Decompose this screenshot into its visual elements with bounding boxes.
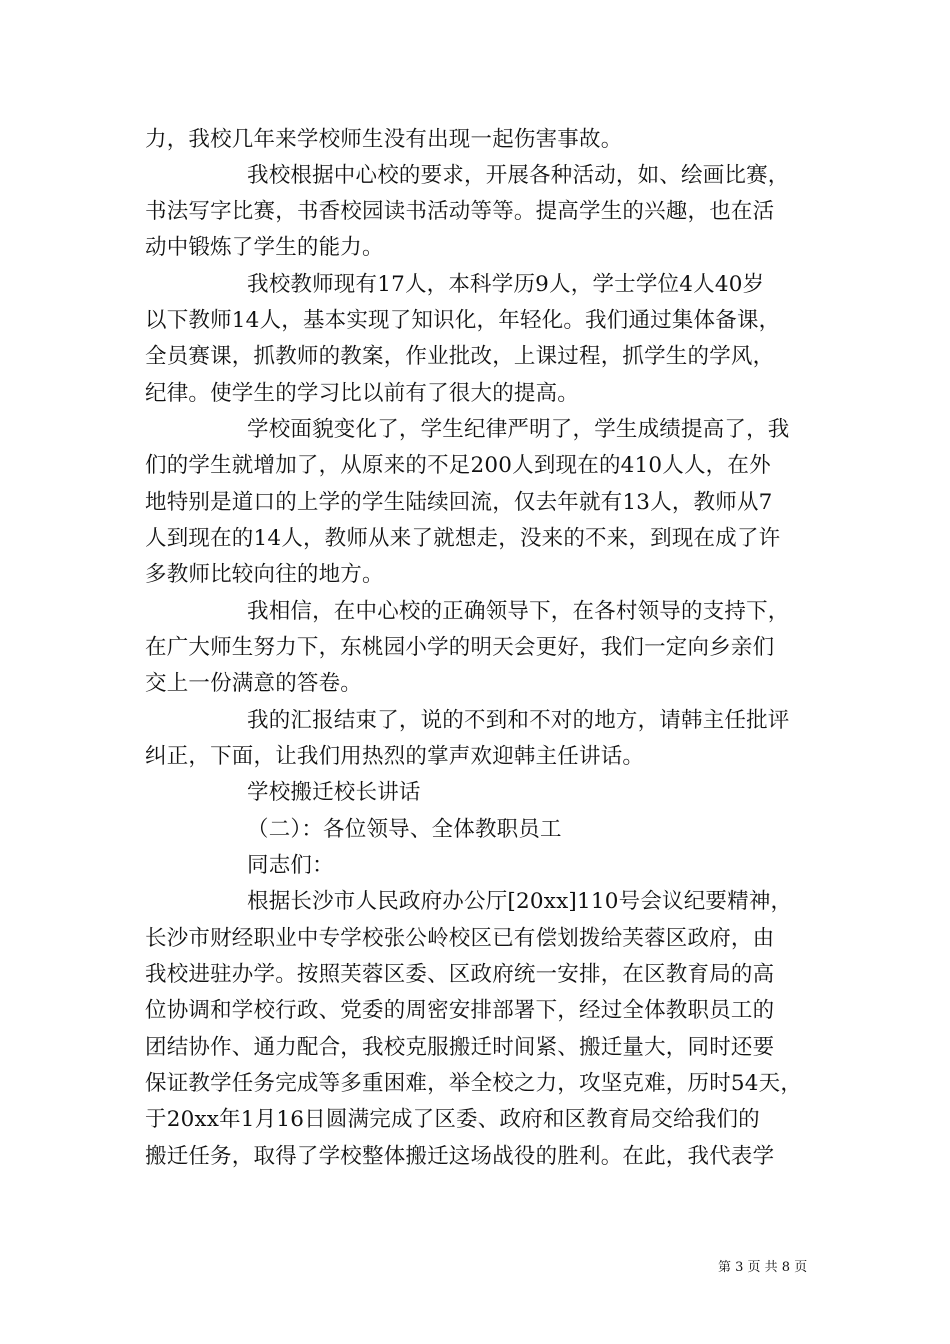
text-line: 纠正，下面，让我们用热烈的掌声欢迎韩主任讲话。	[145, 744, 645, 769]
text-line: 学校面貌变化了，学生纪律严明了，学生成绩提高了，我	[247, 417, 790, 442]
text-line: 根据长沙市人民政府办公厅[20xx]110号会议纪要精神，	[247, 889, 793, 914]
text-line: （二）：各位领导、全体教职员工	[247, 817, 562, 842]
text-line: 我校教师现有17人，本科学历9人，学士学位4人40岁	[247, 272, 765, 297]
text-line: 们的学生就增加了，从原来的不足200人到现在的410人人，在外	[145, 453, 771, 478]
text-line: 人到现在的14人，教师从来了就想走，没来的不来，到现在成了许	[145, 526, 781, 551]
page-number: 第 3 页 共 8 页	[718, 1260, 808, 1275]
text-line: 书法写字比赛，书香校园读书活动等等。提高学生的兴趣，也在活	[145, 199, 775, 224]
text-line: 于20xx年1月16日圆满完成了区委、政府和区教育局交给我们的	[145, 1107, 760, 1132]
text-line: 动中锻炼了学生的能力。	[145, 235, 384, 260]
text-line: 位协调和学校行政、党委的周密安排部署下，经过全体教职员工的	[145, 998, 775, 1023]
text-line: 我的汇报结束了，说的不到和不对的地方，请韩主任批评	[247, 708, 790, 733]
text-line: 我校进驻办学。按照芙蓉区委、区政府统一安排，在区教育局的高	[145, 962, 775, 987]
text-line: 地特别是道口的上学的学生陆续回流，仅去年就有13人，教师从7	[145, 490, 773, 515]
text-line: 以下教师14人，基本实现了知识化，年轻化。我们通过集体备课，	[145, 308, 781, 333]
text-line: 长沙市财经职业中专学校张公岭校区已有偿划拨给芙蓉区政府，由	[145, 926, 775, 951]
text-line: 团结协作、通力配合，我校克服搬迁时间紧、搬迁量大，同时还要	[145, 1035, 775, 1060]
text-line: 力，我校几年来学校师生没有出现一起伤害事故。	[145, 127, 623, 152]
text-line: 多教师比较向往的地方。	[145, 562, 384, 587]
text-line: 同志们：	[247, 853, 334, 878]
text-line: 保证教学任务完成等多重困难，举全校之力，攻坚克难，历时54天，	[145, 1071, 803, 1096]
text-line: 我相信，在中心校的正确领导下，在各村领导的支持下，	[247, 599, 790, 624]
section-title: 学校搬迁校长讲话	[247, 780, 421, 805]
text-line: 我校根据中心校的要求，开展各种活动，如、绘画比赛，	[247, 163, 790, 188]
text-line: 在广大师生努力下，东桃园小学的明天会更好，我们一定向乡亲们	[145, 635, 775, 660]
text-line: 搬迁任务，取得了学校整体搬迁这场战役的胜利。在此，我代表学	[145, 1144, 775, 1169]
text-line: 交上一份满意的答卷。	[145, 671, 363, 696]
text-line: 全员赛课，抓教师的教案，作业批改，上课过程，抓学生的学风，	[145, 344, 775, 369]
text-line: 纪律。使学生的学习比以前有了很大的提高。	[145, 381, 580, 406]
